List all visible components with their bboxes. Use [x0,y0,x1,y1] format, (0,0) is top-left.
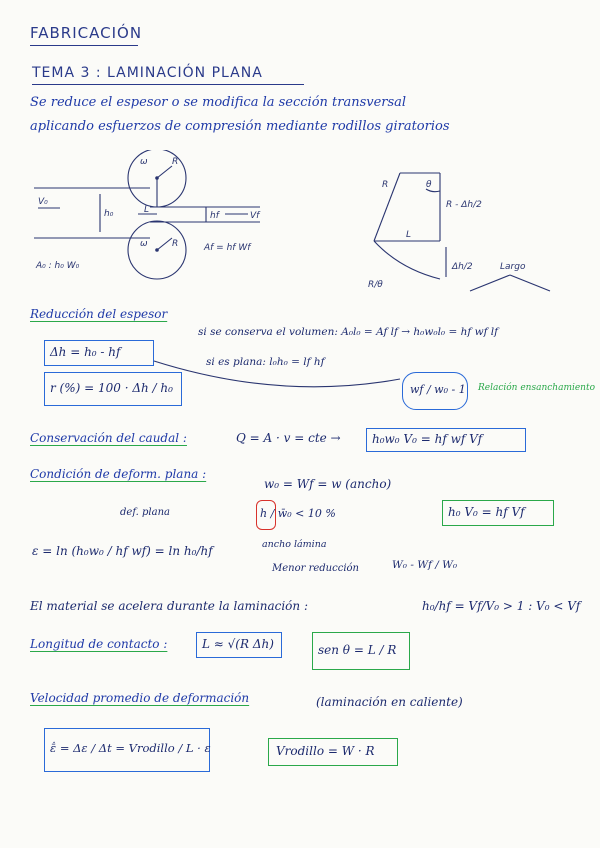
longitud-eq: L ≈ √(R Δh) [202,637,274,651]
red-frac-eq: h / w̄₀ < 10 % [260,507,336,520]
eps-dot-eq: ε̄̇ = Δε / Δt = Vrodillo / L · ε [50,741,211,755]
label-L-right: L [406,230,412,240]
section-condicion: Condición de deform. plana : [30,467,207,481]
ratio-eq: wf / w₀ - 1 [410,383,466,396]
menor-frac: W₀ - Wf / W₀ [392,559,458,571]
label-omega-top: ω [140,157,148,167]
menor-reduccion: Menor reducción [272,563,359,574]
epsilon-eq: ε = ln (h₀w₀ / hf wf) = ln h₀/hf [32,544,213,558]
vrodillo-eq: Vrodillo = W · R [276,744,375,758]
geometry-diagram [360,165,560,295]
label-h0: h₀ [104,209,114,219]
volumen-note: si se conserva el volumen: A₀l₀ = Af lf → h₀w₀l₀ = hf wf lf [198,326,499,338]
caudal-eq: Q = A · v = cte → [236,431,341,445]
title-underline [30,45,138,46]
velocidad-note: (laminación en caliente) [316,695,463,709]
delta-h-eq: Δh = h₀ - hf [50,345,121,359]
label-R-bottom: R [172,239,179,249]
ratio-note: Relación ensanchamiento [478,383,596,393]
label-dh2: Δh/2 [452,262,473,272]
label-R-right: R [382,180,389,190]
arrow-curve [150,355,410,395]
label-L: L [144,205,150,215]
topic-underline [32,84,304,85]
label-omega-bottom: ω [140,239,148,249]
red-frac-note: ancho lámina [262,539,327,550]
section-caudal: Conservación del caudal : [30,431,187,445]
plana-note: si es plana: l₀h₀ = lf hf [206,356,325,368]
rolling-diagram [30,150,270,280]
intro-line-2: aplicando esfuerzos de compresión mediante rodillos giratorios [30,119,450,134]
label-theta: θ [426,180,432,190]
section-reduccion: Reducción del espesor [30,307,168,321]
sen-eq: sen θ = L / R [318,643,397,657]
label-R-theta: R/θ [368,280,383,290]
section-velocidad: Velocidad promedio de deformación [30,691,250,705]
label-v0: V₀ [38,197,48,207]
label-largo: Largo [500,262,526,272]
page-title: FABRICACIÓN [30,24,143,42]
label-A0: A₀ : h₀ W₀ [36,261,80,271]
label-hf: hf [210,211,219,221]
material-eq: h₀/hf = Vf/V₀ > 1 : V₀ < Vf [422,599,581,613]
label-Af: Af = hf Wf [204,243,251,253]
label-vf: Vf [250,211,260,221]
topic-title: TEMA 3 : LAMINACIÓN PLANA [32,65,263,81]
material-line: El material se acelera durante la laminación : [30,599,308,613]
def-plana-note: def. plana [120,507,170,518]
caudal-box-eq: h₀w₀ V₀ = hf wf Vf [372,432,483,446]
label-R-dh2: R - Δh/2 [446,200,482,210]
r-pct-eq: r (%) = 100 · Δh / h₀ [50,381,173,395]
section-longitud: Longitud de contacto : [30,637,168,651]
cond-box-eq: h₀ V₀ = hf Vf [448,505,525,519]
label-R-top: R [172,157,179,167]
cond-eq: w₀ = Wf = w (ancho) [264,477,392,491]
intro-line-1: Se reduce el espesor o se modifica la sección transversal [30,95,407,110]
